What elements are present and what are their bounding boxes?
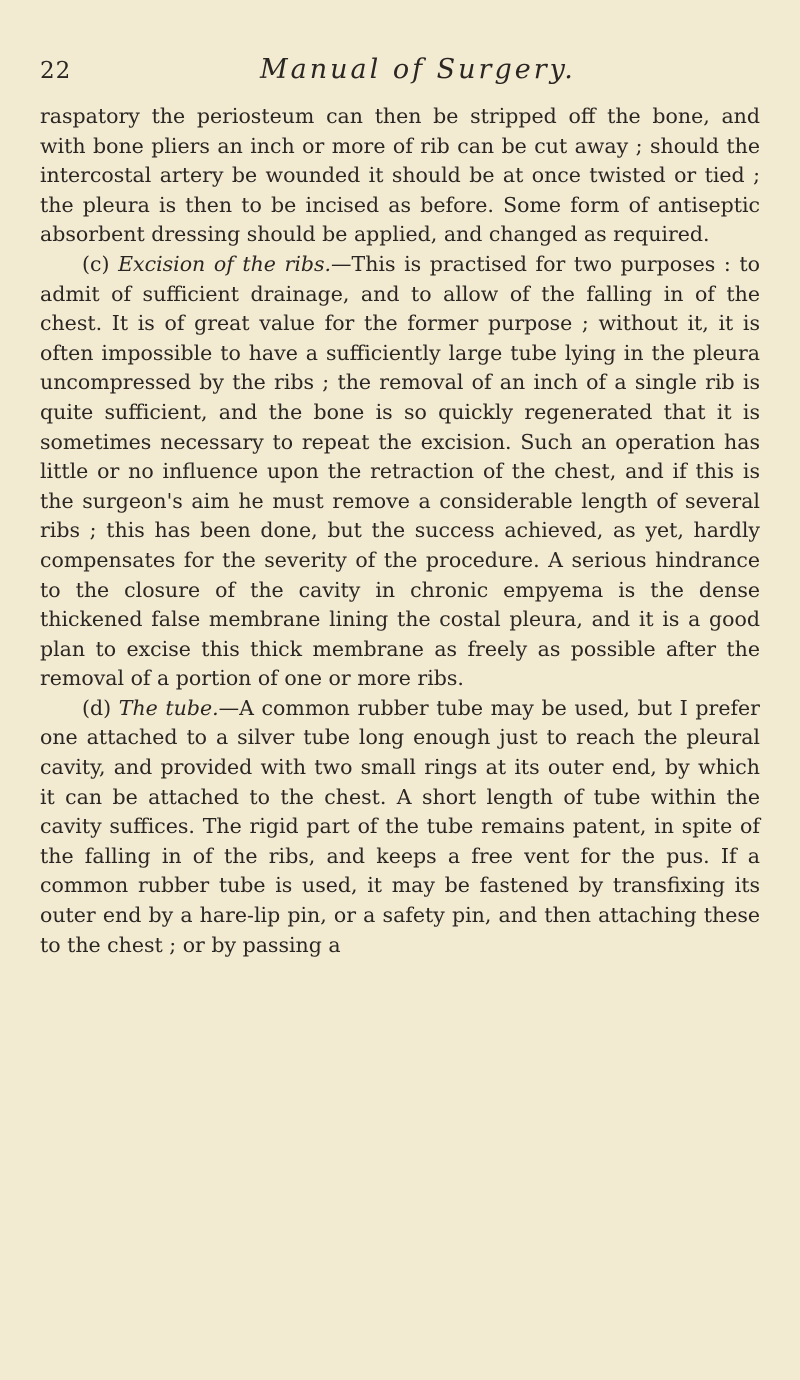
paragraph-text: raspatory the periosteum can then be stripped off the bone, and with bone pliers an inch or more of rib can be cut away ; should the intercostal artery be wounded it should be at once twisted or tied ; the pleura is then to be incised as before. Some form of antiseptic absorbent dressing should be applied, and changed as required. [40, 104, 760, 247]
page-number: 22 [40, 58, 72, 84]
paragraph-excision-of-ribs [40, 250, 760, 694]
section-label: (d) [82, 695, 112, 720]
paragraph-the-tube [40, 694, 760, 960]
section-label: (c) [82, 251, 110, 276]
paragraph-text: —This is practised for two purposes : to admit of sufficient drainage, and to allow of the falling in of the chest. It is of great value for the former purpose ; without it, it is often impossible to have a sufficiently large tube lying in the pleura uncompressed by the ribs ; the removal of an inch of a single rib is quite sufficient, and the bone is so quickly regenerated that it is sometimes necessary to repeat the excision. Such an operation has little or no influence upon the retraction of the chest, and if this is the surgeon's aim he must remove a considerable length of several ribs ; this has been done, but the success achieved, as yet, hardly compensates for the severity of the procedure. A serious hindrance to the closure of the cavity in chronic empyema is the dense thickened false membrane lining the costal pleura, and it is a good plan to excise this thick membrane as freely as possible after the removal of a portion of one or more ribs. [40, 251, 760, 691]
section-heading: Excision of the ribs. [118, 251, 332, 276]
page-header [0, 54, 800, 88]
section-heading: The tube. [118, 695, 219, 720]
body-text [40, 102, 760, 960]
running-title: Manual of Surgery. [260, 54, 576, 85]
paragraph-text: —A common rubber tube may be used, but I prefer one attached to a silver tube long enough just to reach the pleural cavity, and provided with two small rings at its outer end, by which it can be attached to the chest. A short length of tube within the cavity suffices. The rigid part of the tube remains patent, in spite of the falling in of the ribs, and keeps a free vent for the pus. If a common rubber tube is used, it may be fastened by transfixing its outer end by a hare-lip pin, or a safety pin, and then attaching these to the chest ; or by passing a [40, 695, 760, 957]
paragraph-continuation [40, 102, 760, 250]
